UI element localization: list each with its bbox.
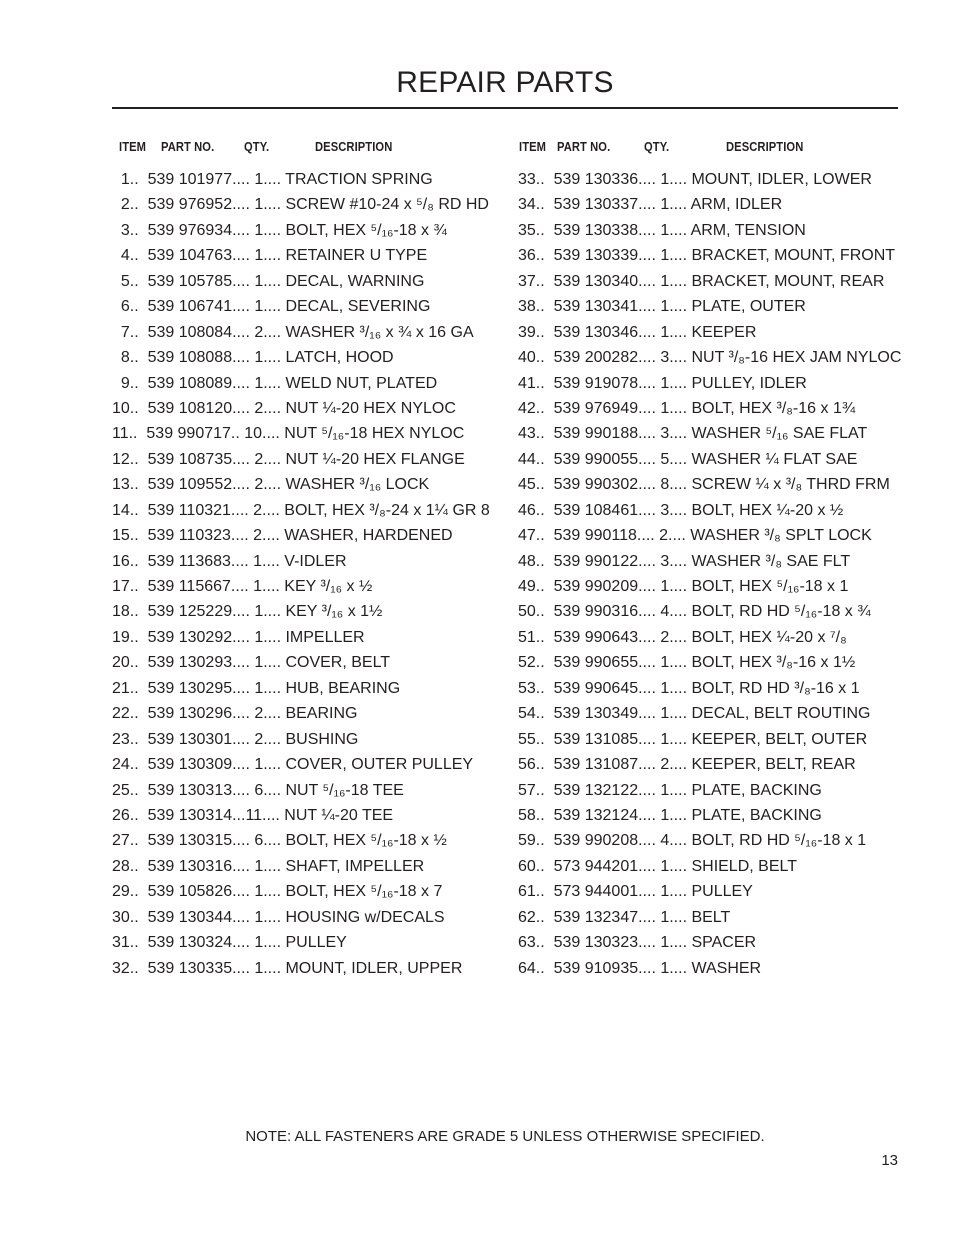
parts-row: 50.. 539 990316.... 4.... BOLT, RD HD ⁵/₁₆-18 x ¾ xyxy=(518,603,871,621)
parts-row: 56.. 539 131087.... 2.... KEEPER, BELT, REAR xyxy=(518,756,856,774)
parts-row: 47.. 539 990118.... 2.... WASHER ³/₈ SPLT LOCK xyxy=(518,527,872,545)
header-part-no-left: PART NO. xyxy=(161,139,215,154)
parts-row: 40.. 539 200282.... 3.... NUT ³/₈-16 HEX JAM NYLOC xyxy=(518,349,902,367)
parts-row: 2.. 539 976952.... 1.... SCREW #10-24 x ⁵/₈ RD HD xyxy=(112,196,489,214)
parts-row: 26.. 539 130314...11.... NUT ¼-20 TEE xyxy=(112,806,394,824)
header-item-right: ITEM xyxy=(519,139,547,154)
page-title: REPAIR PARTS xyxy=(396,66,614,99)
parts-row: 30.. 539 130344.... 1.... HOUSING w/DECALS xyxy=(112,908,445,926)
header-part-no-right: PART NO. xyxy=(557,139,611,154)
title-divider xyxy=(112,107,898,109)
header-qty-right: QTY. xyxy=(644,139,670,154)
parts-row: 20.. 539 130293.... 1.... COVER, BELT xyxy=(112,654,391,672)
parts-row: 58.. 539 132124.... 1.... PLATE, BACKING xyxy=(518,806,822,824)
parts-row: 55.. 539 131085.... 1.... KEEPER, BELT, OUTER xyxy=(518,730,868,748)
parts-row: 39.. 539 130346.... 1.... KEEPER xyxy=(518,323,757,341)
parts-row: 53.. 539 990645.... 1.... BOLT, RD HD ³/₈-16 x 1 xyxy=(518,679,860,697)
page-number: 13 xyxy=(881,1152,898,1169)
parts-row: 18.. 539 125229.... 1.... KEY ³/₁₆ x 1½ xyxy=(112,603,383,621)
parts-row: 27.. 539 130315.... 6.... BOLT, HEX ⁵/₁₆-18 x ½ xyxy=(112,832,447,850)
parts-row: 34.. 539 130337.... 1.... ARM, IDLER xyxy=(518,196,783,214)
parts-row: 64.. 539 910935.... 1.... WASHER xyxy=(518,959,762,977)
parts-row: 14.. 539 110321.... 2.... BOLT, HEX ³/₈-24 x 1¼ GR 8 xyxy=(112,501,490,519)
parts-row: 21.. 539 130295.... 1.... HUB, BEARING xyxy=(112,679,401,697)
parts-row: 1.. 539 101977.... 1.... TRACTION SPRING xyxy=(112,171,433,188)
parts-row: 25.. 539 130313.... 6.... NUT ⁵/₁₆-18 TEE xyxy=(112,781,404,799)
parts-row: 28.. 539 130316.... 1.... SHAFT, IMPELLER xyxy=(112,857,425,875)
parts-row: 49.. 539 990209.... 1.... BOLT, HEX ⁵/₁₆-18 x 1 xyxy=(518,578,849,595)
parts-row: 22.. 539 130296.... 2.... BEARING xyxy=(112,705,358,723)
parts-row: 10.. 539 108120.... 2.... NUT ¼-20 HEX NYLOC xyxy=(112,399,456,417)
parts-row: 19.. 539 130292.... 1.... IMPELLER xyxy=(112,628,365,646)
parts-list-left xyxy=(112,167,490,981)
parts-row: 45.. 539 990302.... 8.... SCREW ¼ x ³/₈ THRD FRM xyxy=(518,476,890,494)
parts-row: 31.. 539 130324.... 1.... PULLEY xyxy=(112,934,347,952)
parts-row: 48.. 539 990122.... 3.... WASHER ³/₈ SAE FLT xyxy=(518,552,851,570)
fastener-note: NOTE: ALL FASTENERS ARE GRADE 5 UNLESS OTHERWISE SPECIFIED. xyxy=(245,1128,765,1145)
parts-row: 63.. 539 130323.... 1.... SPACER xyxy=(518,934,757,952)
parts-row: 42.. 539 976949.... 1.... BOLT, HEX ³/₈-16 x 1¾ xyxy=(518,399,856,417)
parts-list-right xyxy=(518,167,901,981)
parts-row: 29.. 539 105826.... 1.... BOLT, HEX ⁵/₁₆-18 x 7 xyxy=(112,883,443,901)
parts-row: 9.. 539 108089.... 1.... WELD NUT, PLATED xyxy=(112,374,438,392)
parts-row: 32.. 539 130335.... 1.... MOUNT, IDLER, UPPER xyxy=(112,959,463,977)
parts-row: 16.. 539 113683.... 1.... V-IDLER xyxy=(112,552,347,570)
parts-row: 59.. 539 990208.... 4.... BOLT, RD HD ⁵/₁₆-18 x 1 xyxy=(518,832,867,850)
header-description-left: DESCRIPTION xyxy=(315,139,393,154)
parts-row: 51.. 539 990643.... 2.... BOLT, HEX ¼-20 x ⁷/₈ xyxy=(518,628,847,646)
parts-row: 54.. 539 130349.... 1.... DECAL, BELT ROUTING xyxy=(518,705,871,723)
parts-row: 46.. 539 108461.... 3.... BOLT, HEX ¼-20 x ½ xyxy=(518,501,844,519)
parts-row: 23.. 539 130301.... 2.... BUSHING xyxy=(112,730,359,748)
parts-row: 57.. 539 132122.... 1.... PLATE, BACKING xyxy=(518,781,822,799)
parts-row: 41.. 539 919078.... 1.... PULLEY, IDLER xyxy=(518,374,807,392)
parts-row: 35.. 539 130338.... 1.... ARM, TENSION xyxy=(518,221,806,239)
header-item-left: ITEM xyxy=(119,139,147,154)
parts-row: 3.. 539 976934.... 1.... BOLT, HEX ⁵/₁₆-18 x ¾ xyxy=(112,221,447,239)
parts-row: 36.. 539 130339.... 1.... BRACKET, MOUNT, FRONT xyxy=(518,247,896,265)
parts-row: 44.. 539 990055.... 5.... WASHER ¼ FLAT SAE xyxy=(518,450,858,468)
parts-row: 8.. 539 108088.... 1.... LATCH, HOOD xyxy=(112,349,394,367)
parts-row: 37.. 539 130340.... 1.... BRACKET, MOUNT, REAR xyxy=(518,272,885,290)
parts-row: 11.. 539 990717.. 10.... NUT ⁵/₁₆-18 HEX NYLOC xyxy=(112,425,465,443)
parts-row: 13.. 539 109552.... 2.... WASHER ³/₁₆ LOCK xyxy=(112,476,430,494)
header-description-right: DESCRIPTION xyxy=(726,139,804,154)
parts-row: 6.. 539 106741.... 1.... DECAL, SEVERING xyxy=(112,298,431,316)
parts-row: 52.. 539 990655.... 1.... BOLT, HEX ³/₈-16 x 1½ xyxy=(518,654,856,672)
parts-row: 7.. 539 108084.... 2.... WASHER ³/₁₆ x ¾ x 16 GA xyxy=(112,323,474,341)
parts-row: 38.. 539 130341.... 1.... PLATE, OUTER xyxy=(518,298,806,316)
parts-row: 4.. 539 104763.... 1.... RETAINER U TYPE xyxy=(112,247,428,265)
parts-row: 43.. 539 990188.... 3.... WASHER ⁵/₁₆ SAE FLAT xyxy=(518,425,868,443)
parts-row: 61.. 573 944001.... 1.... PULLEY xyxy=(518,883,753,901)
parts-row: 24.. 539 130309.... 1.... COVER, OUTER PULLEY xyxy=(112,756,474,774)
parts-row: 15.. 539 110323.... 2.... WASHER, HARDENED xyxy=(112,527,453,545)
header-qty-left: QTY. xyxy=(244,139,270,154)
parts-row: 12.. 539 108735.... 2.... NUT ¼-20 HEX FLANGE xyxy=(112,450,465,468)
parts-row: 33.. 539 130336.... 1.... MOUNT, IDLER, LOWER xyxy=(518,171,872,188)
parts-row: 17.. 539 115667.... 1.... KEY ³/₁₆ x ½ xyxy=(112,578,373,595)
parts-row: 60.. 573 944201.... 1.... SHIELD, BELT xyxy=(518,857,797,875)
parts-row: 62.. 539 132347.... 1.... BELT xyxy=(518,908,731,926)
parts-row: 5.. 539 105785.... 1.... DECAL, WARNING xyxy=(112,272,425,290)
